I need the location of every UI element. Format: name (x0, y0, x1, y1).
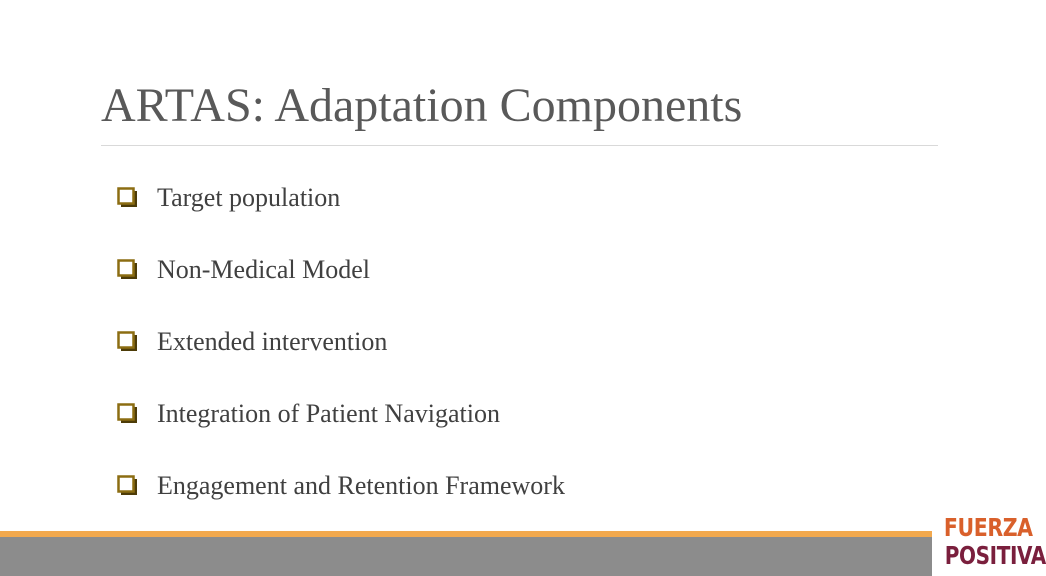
bullet-text: Target population (157, 183, 341, 212)
list-item (117, 176, 565, 220)
checkbox-frame (119, 477, 134, 492)
checkbox-icon-graphic (117, 331, 139, 353)
list-item (117, 464, 565, 508)
checkbox-icon-graphic (117, 403, 139, 425)
footer-band (0, 537, 932, 576)
checkbox-frame (119, 261, 134, 276)
checkbox-frame (119, 189, 134, 204)
checkbox-icon (117, 475, 139, 497)
logo-line-top: FUERZA (943, 513, 1033, 542)
bullet-text: Non-Medical Model (157, 255, 371, 284)
list-item (117, 320, 565, 364)
checkbox-icon (117, 331, 139, 353)
checkbox-icon-graphic (117, 259, 139, 281)
title-divider (101, 145, 938, 146)
bullet-text: Extended intervention (157, 327, 388, 356)
checkbox-icon (117, 187, 139, 209)
checkbox-icon (117, 259, 139, 281)
fuerza-positiva-logo (936, 513, 1046, 576)
bullet-text: Integration of Patient Navigation (157, 399, 500, 428)
list-item (117, 392, 565, 436)
checkbox-icon (117, 403, 139, 425)
checkbox-icon-graphic (117, 187, 139, 209)
list-item (117, 248, 565, 292)
bullet-text: Engagement and Retention Framework (157, 471, 565, 500)
slide-title: ARTAS: Adaptation Components (101, 79, 743, 132)
logo-line-bottom: POSITIVA (944, 541, 1046, 570)
checkbox-frame (119, 405, 134, 420)
bullet-list (117, 176, 565, 536)
checkbox-icon-graphic (117, 475, 139, 497)
checkbox-frame (119, 333, 134, 348)
